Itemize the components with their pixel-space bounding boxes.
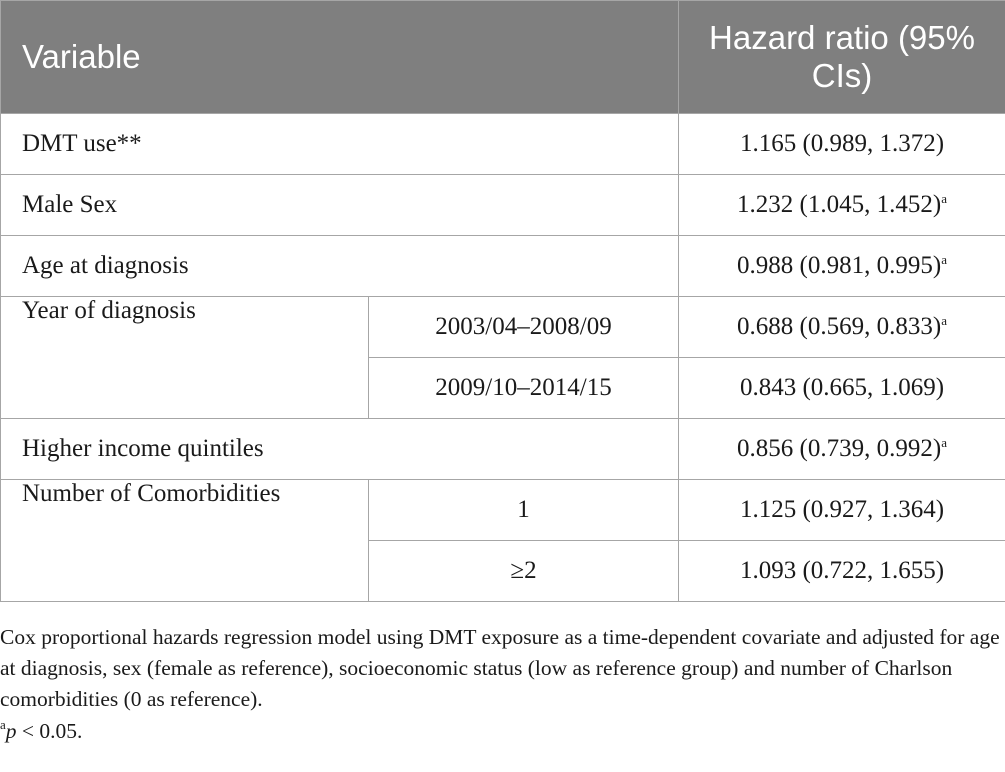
- footnote-threshold: < 0.05.: [16, 719, 83, 743]
- cell-variable: Number of Comorbidities: [1, 480, 369, 602]
- significance-marker: a: [941, 435, 947, 450]
- cell-hazard-ratio: [679, 114, 1005, 175]
- significance-marker: a: [941, 252, 947, 267]
- header-variable: Variable: [1, 1, 679, 114]
- cell-variable: Year of diagnosis: [1, 297, 369, 419]
- cell-subgroup: ≥2: [369, 541, 679, 602]
- table-row: [1, 480, 1005, 541]
- significance-marker: a: [941, 313, 947, 328]
- hr-value: 1.093 (0.722, 1.655): [739, 557, 945, 584]
- cell-hazard-ratio: [679, 236, 1005, 297]
- table-header-row: [1, 1, 1005, 114]
- significance-marker: a: [941, 191, 947, 206]
- cell-subgroup: 2009/10–2014/15: [369, 358, 679, 419]
- cell-hazard-ratio: [679, 297, 1005, 358]
- cell-hazard-ratio: [679, 358, 1005, 419]
- hr-value: 1.232 (1.045, 1.452): [737, 191, 942, 218]
- cell-hazard-ratio: [679, 419, 1005, 480]
- cell-subgroup: 2003/04–2008/09: [369, 297, 679, 358]
- table-row: [1, 114, 1005, 175]
- cell-hazard-ratio: [679, 175, 1005, 236]
- table-row: [1, 297, 1005, 358]
- footnote-p-symbol: p: [5, 719, 17, 743]
- cell-variable: DMT use**: [1, 114, 679, 175]
- table-caption: Cox proportional hazards regression model using DMT exposure as a time-dependent covariate and adjusted for age at diagnosis, sex (female as reference), socioeconomic status (low as reference group) and number of Charlson comorbidities (0 as reference).: [0, 625, 1000, 711]
- hr-value: 1.165 (0.989, 1.372): [739, 130, 945, 157]
- hr-value: 1.125 (0.927, 1.364): [739, 496, 945, 523]
- cell-hazard-ratio: [679, 541, 1005, 602]
- header-hazard-ratio: Hazard ratio (95% CIs): [679, 1, 1005, 114]
- cell-subgroup: 1: [369, 480, 679, 541]
- hr-value: 0.988 (0.981, 0.995): [737, 252, 942, 279]
- significance-footnote: [0, 716, 1005, 747]
- cell-variable: Male Sex: [1, 175, 679, 236]
- cell-variable: Higher income quintiles: [1, 419, 679, 480]
- table-row: [1, 419, 1005, 480]
- hr-value: 0.688 (0.569, 0.833): [737, 313, 942, 340]
- table-notes: [0, 622, 1005, 747]
- hr-value: 0.843 (0.665, 1.069): [739, 374, 945, 401]
- table-row: [1, 236, 1005, 297]
- footnote-marker: a: [0, 717, 6, 732]
- hr-value: 0.856 (0.739, 0.992): [737, 435, 942, 462]
- cell-variable: Age at diagnosis: [1, 236, 679, 297]
- table-row: [1, 175, 1005, 236]
- cell-hazard-ratio: [679, 480, 1005, 541]
